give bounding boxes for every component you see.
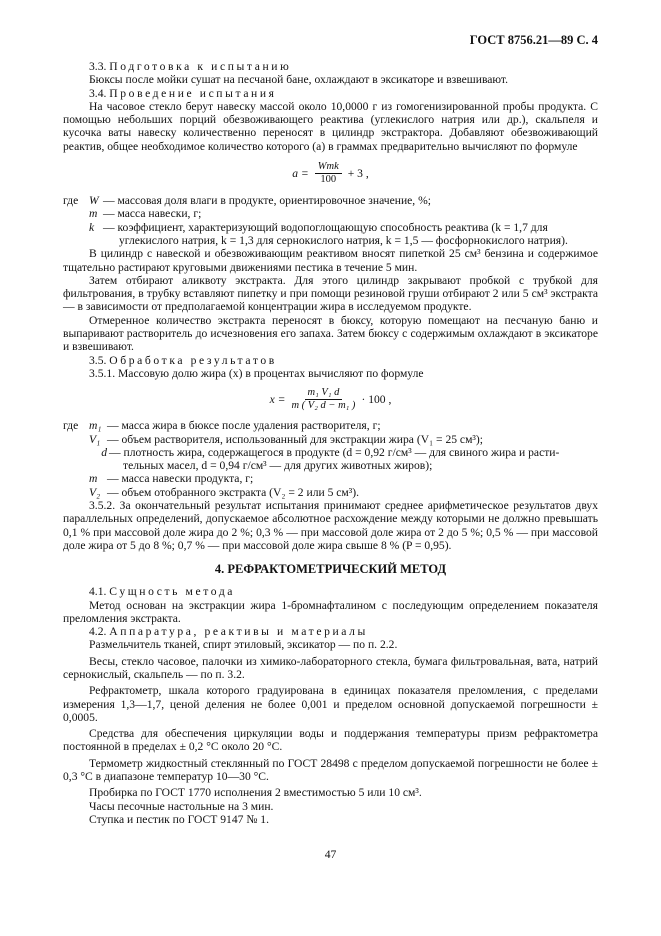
variable: W — [89, 194, 99, 208]
page-number: 47 — [324, 848, 337, 862]
denominator: m ( V₂ d − m₁ ) — [291, 400, 356, 412]
paragraph: Весы, стекло часовое, палочки из химико-лабораторного стекла, бумага фильтровальная, вата, натрий сернокислый, скальпель — по п. 3.2. — [63, 654, 598, 681]
paragraph: Отмеренное количество экстракта переносят в бюксу, которую помещают на песчаную баню и выпаривают растворитель до исчезновения его запаха. Затем бюксу с содержимым охлаждают в эксикаторе и взвешивают. — [63, 313, 598, 354]
section-title: Обработка результатов — [109, 353, 277, 367]
section-3-5-title — [63, 354, 598, 367]
paragraph: В цилиндр с навеской и обезвоживающим реактивом вносят пипеткой 25 см³ бензина и содержимое тщательно растирают круговыми движениями пестика в течение 5 мин. — [63, 247, 598, 274]
variable: k — [89, 220, 95, 234]
section-number: 3.5. — [89, 353, 107, 367]
definition: — массовая доля влаги в продукте, ориентировочное значение, %; — [103, 194, 431, 208]
paragraph: Средства для обеспечения циркуляции воды и поддержания температуры призм рефрактометра постоянной в пределах ± 0,2 °С около 20 °С. — [63, 727, 598, 754]
section-title: Подготовка к испытанию — [109, 60, 292, 73]
definition-continued: углекислого натрия, k = 1,3 для сернокислого натрия, k = 1,5 — фосфорнокислого натрия). — [119, 233, 568, 247]
definition-continued: тельных масел, d = 0,94 г/см³ — для других животных жиров); — [123, 459, 433, 473]
formula-lhs: a = — [292, 166, 309, 180]
section-3-3-title — [63, 60, 598, 73]
definition: — коэффициент, характеризующий водопоглощающую способность реактива (k = 1,7 для — [103, 220, 548, 234]
variable: m — [89, 472, 98, 486]
section-4-1-title — [63, 585, 598, 598]
running-header: ГОСТ 8756.21—89 С. 4 — [469, 33, 598, 47]
formula-lhs: x = — [269, 393, 286, 407]
paragraph: Ступка и пестик по ГОСТ 9147 № 1. — [89, 812, 269, 826]
paragraph: Размельчитель тканей, спирт этиловый, эксикатор — по п. 2.2. — [89, 638, 398, 652]
section-number: 4.2. — [89, 625, 107, 639]
paragraph: На часовое стекло берут навеску массой около 10,0000 г из гомогенизированной пробы продукта. С помощью небольших порций обезвоживающего реактива (углекислого натрия или др.), скальпеля и кусочка ваты навеску количественно переносят в цилиндр экстрактора. Добавляют обезвоживающий реактив, общее необходимое количество которого (a) в граммах предварительно вычисляют по формуле — [63, 99, 598, 153]
definition: — плотность жира, содержащегося в продукте (d = 0,92 г/см³ — для свиного жира и расти- — [109, 445, 560, 459]
paragraph: Часы песочные настольные на 3 мин. — [89, 799, 274, 813]
paragraph: 3.5.2. За окончательный результат испытания принимают среднее арифметическое результатов двух параллельных определений, допускаемое абсолютное расхождение между которыми не должно превышать 0,1 % при массовой доле жира до 2 %; 0,3 % — при массовой доле жира от 2 до 5 %; 0,5 % — при массовой доле жира от 5 до 8 %; 0,7 % — при массовой доле жира свыше 8 % (P = 0,95). — [63, 499, 598, 552]
definition: — масса жира в бюксе после удаления растворителя, г; — [107, 419, 381, 433]
document-page — [63, 0, 598, 882]
numerator: m₁ V₁ d — [305, 387, 343, 400]
fraction — [315, 161, 342, 186]
section-number: 3.3. — [89, 60, 107, 73]
paragraph: Пробирка по ГОСТ 1770 исполнения 2 вместимостью 5 или 10 см³. — [89, 786, 422, 800]
section-4-heading: 4. РЕФРАКТОМЕТРИЧЕСКИЙ МЕТОД — [214, 562, 447, 577]
variable: m₁ — [89, 419, 102, 433]
section-4-2-title — [63, 625, 598, 638]
section-title: Проведение испытания — [109, 86, 277, 100]
definition: — масса навески, г; — [103, 207, 202, 221]
paragraph: 3.5.1. Массовую долю жира (x) в процентах вычисляют по формуле — [89, 366, 424, 380]
definitions-x — [63, 419, 598, 499]
paragraph: Рефрактометр, шкала которого градуирована в единицах показателя преломления, с пределами измерения 1,3—1,7, ценой деления не более 0,001 и пределом основной допускаемой погрешности ± 0,0005. — [63, 684, 598, 724]
formula-x — [63, 380, 598, 419]
formula-rhs: + 3 , — [347, 166, 369, 180]
definition: — масса навески продукта, г; — [107, 472, 254, 486]
section-3-4-title — [63, 87, 598, 100]
variable: V₂ — [89, 485, 101, 499]
variable: d — [101, 445, 107, 459]
variable: m — [89, 207, 98, 221]
fraction — [291, 387, 355, 412]
variable: V₁ — [89, 432, 101, 446]
numerator: Wmk — [315, 161, 342, 174]
formula-a — [63, 153, 598, 194]
paragraph: Метод основан на экстракции жира 1-бромнафталином с последующим определением показателя преломления экстракта. — [63, 598, 598, 625]
section-number: 3.4. — [89, 86, 107, 100]
definitions-a — [63, 194, 598, 247]
paragraph: Бюксы после мойки сушат на песчаной бане, охлаждают в эксикаторе и взвешивают. — [89, 73, 509, 87]
paragraph: Термометр жидкостный стеклянный по ГОСТ 28498 с пределом допускаемой погрешности не более ± 0,3 °С в диапазоне температур 10—30 °С. — [63, 756, 598, 784]
definition: — объем отобранного экстракта (V₂ = 2 или 5 см³). — [107, 485, 359, 499]
section-number: 4.1. — [89, 585, 107, 599]
where-label: где — [63, 419, 79, 433]
denominator: 100 — [320, 174, 337, 186]
section-title: Аппаратура, реактивы и материалы — [109, 625, 368, 639]
formula-rhs: · 100 , — [361, 393, 392, 407]
where-label: где — [63, 194, 79, 208]
paragraph: Затем отбирают аликвоту экстракта. Для этого цилиндр закрывают пробкой с трубкой для фильтрования, в трубку вставляют пипетку и при помощи резиновой груши отбирают 2 или 5 см³ экстракта — в зависимости от предполагаемой концентрации жира в исследуемом продукте. — [63, 273, 598, 314]
definition: — объем растворителя, использованный для экстракции жира (V₁ = 25 см³); — [107, 432, 483, 446]
section-title: Сущность метода — [109, 585, 236, 599]
